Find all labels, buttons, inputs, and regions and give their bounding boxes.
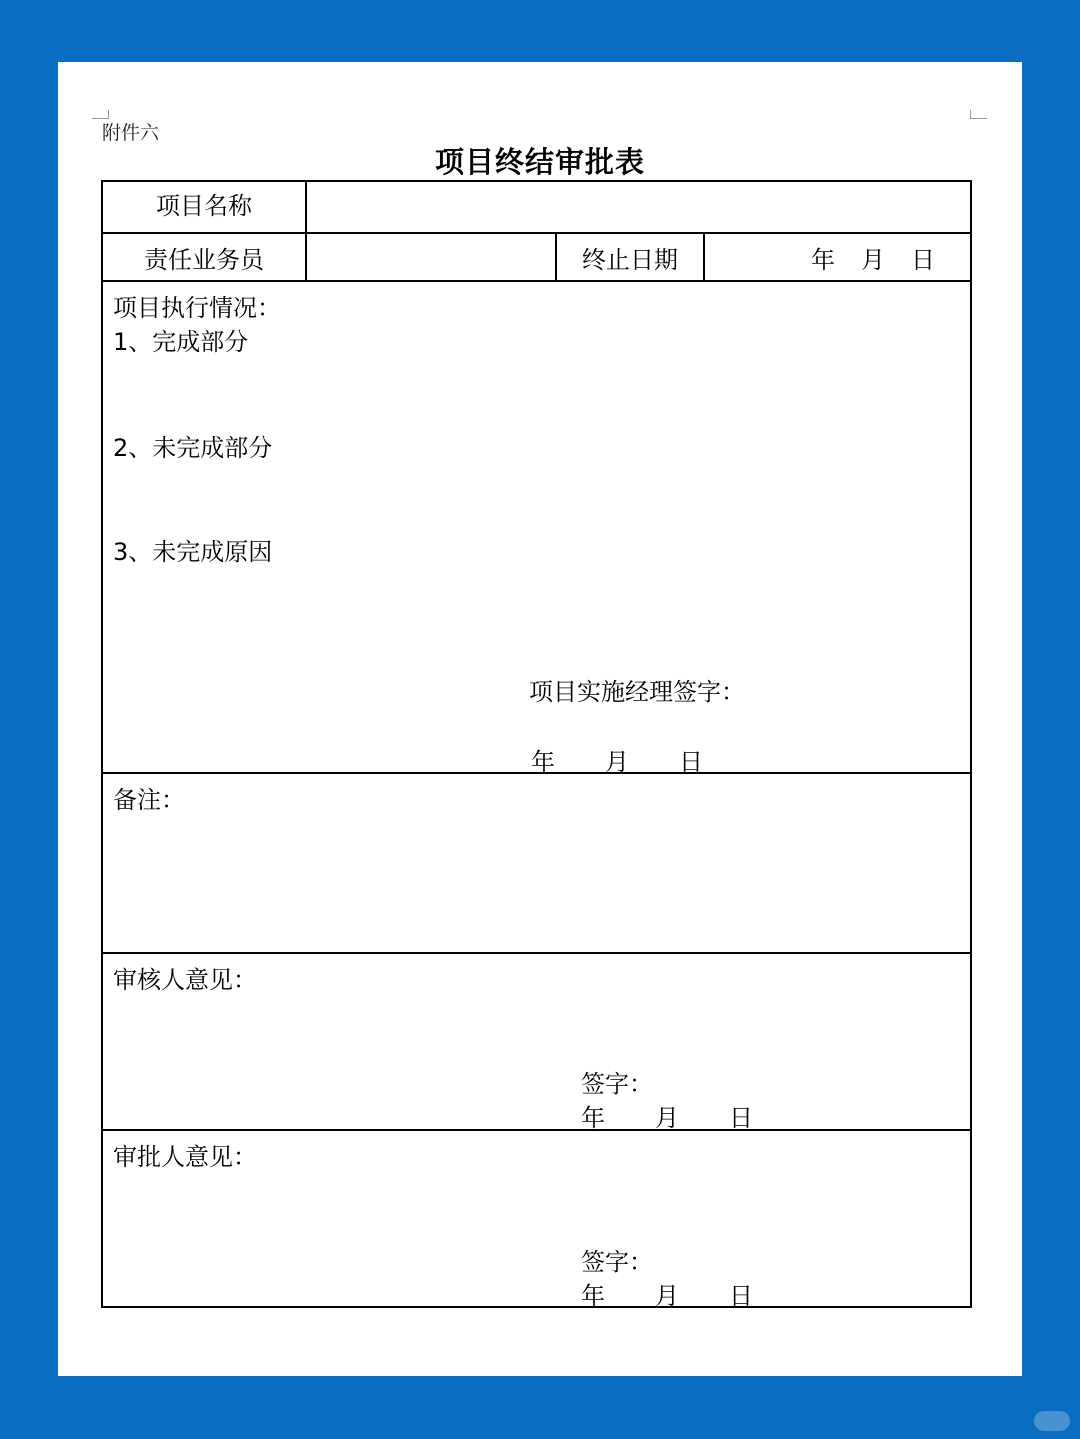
execution-heading: 项目执行情况：	[113, 294, 281, 322]
crop-mark-top-right	[970, 110, 987, 119]
annex-label: 附件六	[102, 122, 160, 144]
end-date-month: 月	[861, 246, 885, 274]
row-divider	[103, 280, 970, 282]
manager-date-year: 年	[531, 748, 555, 776]
approver-date-year: 年	[581, 1282, 605, 1310]
watermark-badge	[1034, 1411, 1070, 1431]
remarks-heading: 备注：	[113, 786, 185, 814]
reviewer-opinion-heading: 审核人意见：	[113, 966, 257, 994]
row-divider	[103, 1129, 970, 1131]
manager-date-day: 日	[679, 748, 703, 776]
reviewer-signature-label: 签字：	[581, 1070, 653, 1098]
reviewer-date-month: 月	[655, 1104, 679, 1132]
approver-date-month: 月	[655, 1282, 679, 1310]
form-title: 项目终结审批表	[434, 145, 645, 179]
row-divider	[103, 952, 970, 954]
approver-opinion-heading: 审批人意见：	[113, 1143, 257, 1171]
approver-signature-label: 签字：	[581, 1248, 653, 1276]
responsible-staff-field[interactable]	[307, 234, 553, 280]
execution-item-reason: 3、未完成原因	[113, 538, 273, 566]
project-name-field[interactable]	[307, 184, 970, 230]
approver-date-day: 日	[729, 1282, 753, 1310]
manager-signature-label: 项目实施经理签字：	[529, 678, 745, 706]
reviewer-date-day: 日	[729, 1104, 753, 1132]
end-date-day: 日	[911, 246, 935, 274]
reviewer-date-year: 年	[581, 1104, 605, 1132]
responsible-staff-label: 责任业务员	[144, 246, 264, 274]
end-date-year: 年	[811, 246, 835, 274]
end-date-label: 终止日期	[582, 246, 678, 274]
document-page	[58, 62, 1022, 1376]
project-name-label: 项目名称	[156, 192, 252, 220]
execution-item-uncompleted: 2、未完成部分	[113, 434, 273, 462]
manager-date-month: 月	[605, 748, 629, 776]
end-date-field[interactable]	[705, 234, 970, 280]
execution-item-completed: 1、完成部分	[113, 328, 249, 356]
approval-form-table	[101, 180, 972, 1308]
